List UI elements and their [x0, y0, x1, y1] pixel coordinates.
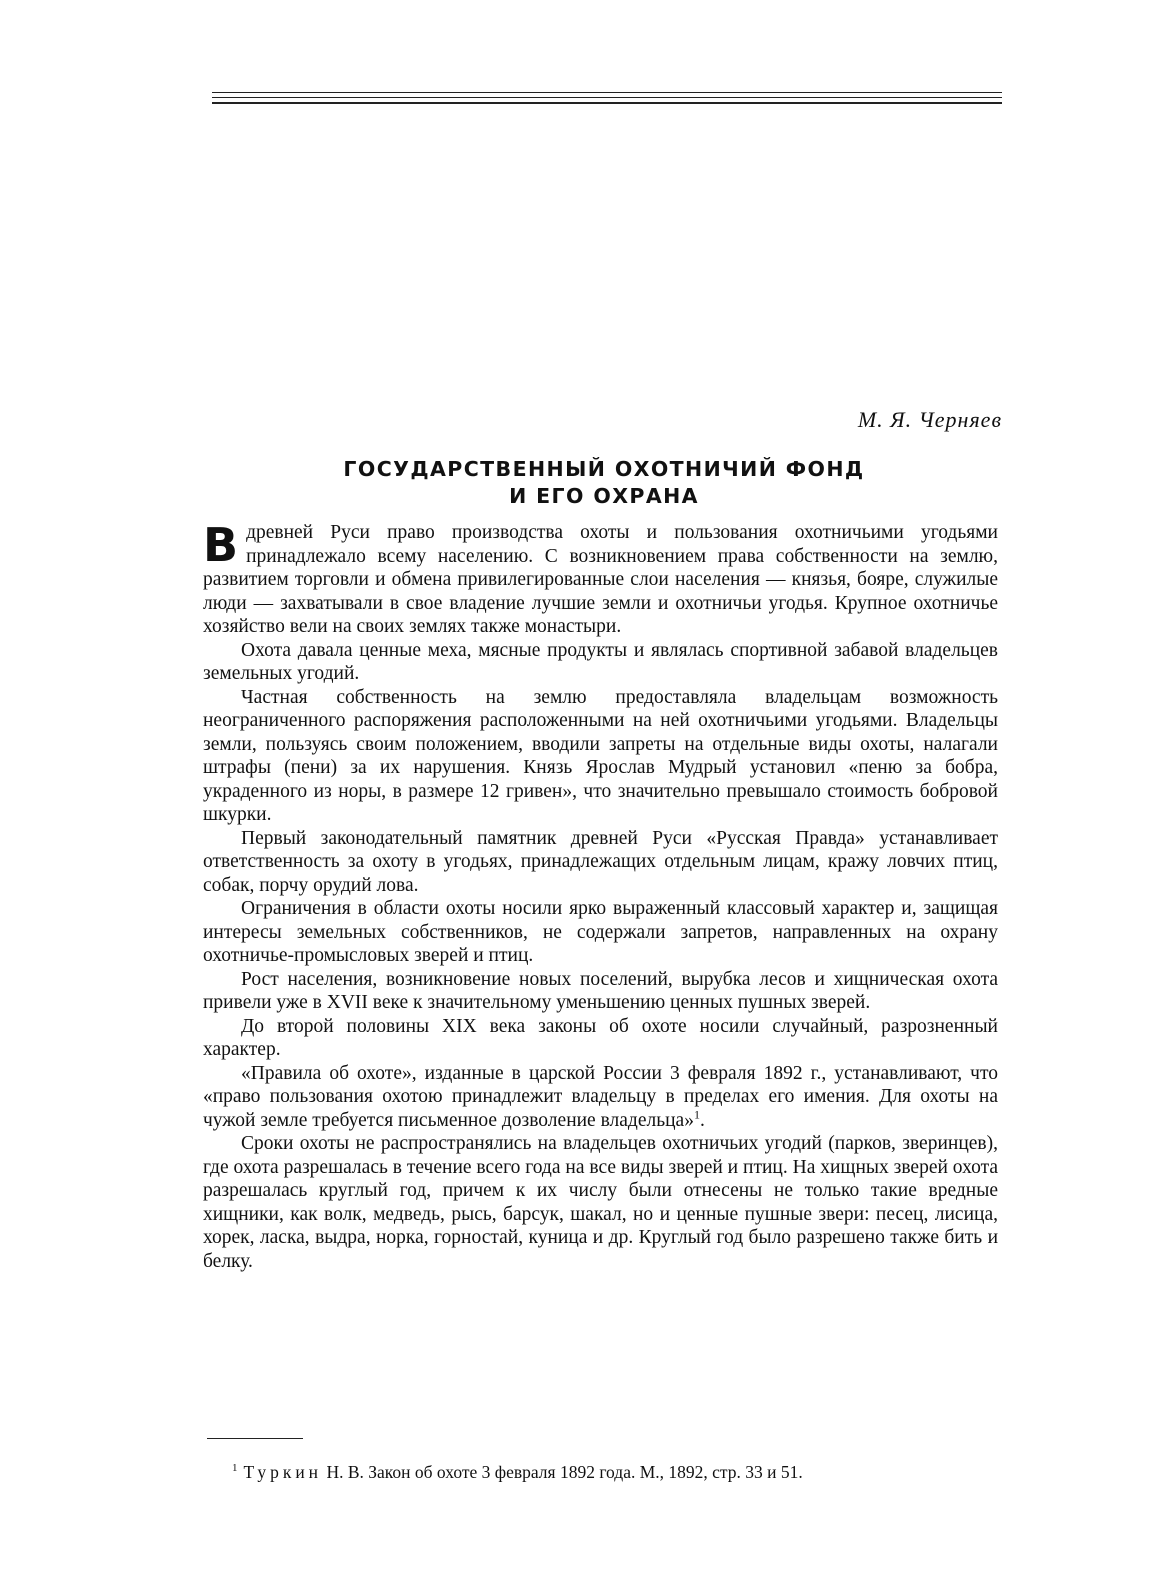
drop-cap: В: [203, 518, 239, 572]
article-title: [204, 456, 1004, 510]
paragraph: Ограничения в области охоты носили ярко выраженный классовый характер и, защищая интересы земельных собственников, не содержали запретов, направленных на охрану охотничье-промысловых зверей и птиц.: [203, 898, 998, 966]
header-rule-line: [212, 92, 1002, 93]
paragraph-end: .: [699, 1109, 705, 1131]
title-line-1: ГОСУДАРСТВЕННЫЙ ОХОТНИЧИЙ ФОНД: [343, 457, 865, 481]
paragraph: [203, 518, 998, 639]
header-rule-line: [212, 97, 1002, 98]
paragraph: [203, 1062, 998, 1133]
paragraph: Охота давала ценные меха, мясные продукты и являлась спортивной забавой владельцев земельных угодий.: [203, 639, 998, 684]
paragraph-text: древней Руси право производства охоты и пользования охотничьими угодьями принадлежало всему населению. С возникновением права собственности на землю, развитием торговли и обмена привилегированные слои населения — князья, бояре, служилые люди — захватывали в свое владение лучшие земли и охотничьи угодья. Крупное охотничье хозяйство вели на своих землях также монастыри.: [203, 522, 998, 637]
author-name: М. Я. Черняев: [857, 407, 1002, 432]
paragraph: Рост населения, возникновение новых поселений, вырубка лесов и хищническая охота привели уже в XVII веке к значительному уменьшению ценных пушных зверей.: [203, 968, 998, 1013]
paragraph: Сроки охоты не распространялись на владельцев охотничьих угодий (парков, зверинцев), где охота разрешалась в течение всего года на все виды зверей и птиц. На хищных зверей охота разрешалась круглый год, причем к их числу были отнесены не только такие вредные хищники, как волк, медведь, рысь, барсук, шакал, но и ценные пушные звери: песец, лисица, хорек, ласка, выдра, норка, горностай, куница и др. Круглый год было разрешено также бить и белку.: [203, 1133, 998, 1272]
title-line-2: И ЕГО ОХРАНА: [509, 484, 699, 508]
article-body: [203, 518, 998, 1273]
paragraph: Первый законодательный памятник древней Руси «Русская Правда» устанавливает ответственность за охоту в угодьях, принадлежащих отдельным лицам, кражу ловчих птиц, собак, порчу орудий лова.: [203, 827, 998, 896]
footnote-reference[interactable]: 1: [693, 1107, 700, 1121]
paragraph-text: «Правила об охоте», изданные в царской России 3 февраля 1892 г., устанавливают, что «право пользования охотою принадлежит владельцу в пределах его имения. Для охоты на чужой земле требуется письменное дозволение владельца»: [203, 1062, 998, 1131]
footnote-number: 1: [232, 1462, 238, 1475]
footnote-author: Туркин: [243, 1462, 323, 1482]
footnote-separator: [207, 1438, 303, 1439]
paragraph: Частная собственность на землю предоставляла владельцам возможность неограниченного распоряжения расположенными на ней охотничьими угодьями. Владельцы земли, пользуясь своим положением, вводили запреты на отдельные виды охоты, налагали штрафы (пени) за их нарушения. Князь Ярослав Мудрый установил «пеню за бобра, украденного из норы, в размере 12 гривен», что значительно превышало стоимость бобровой шкурки.: [203, 686, 998, 825]
header-rule: [212, 92, 1002, 106]
footnote: [232, 1461, 803, 1483]
paragraph: До второй половины XIX века законы об охоте носили случайный, разрозненный характер.: [203, 1015, 998, 1060]
footnote-text: Н. В. Закон об охоте 3 февраля 1892 года. М., 1892, стр. 33 и 51.: [326, 1462, 803, 1482]
header-rule-line: [212, 102, 1002, 104]
